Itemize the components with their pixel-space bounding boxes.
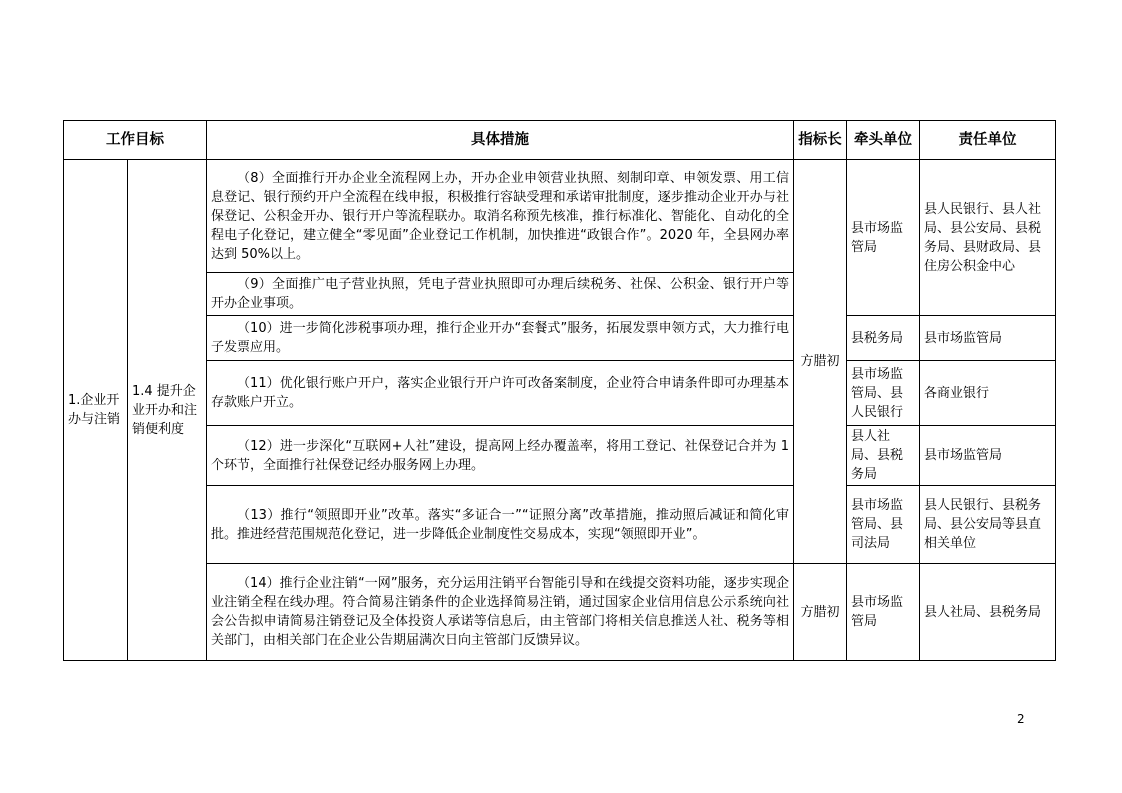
- resp-unit-cell: 各商业银行: [920, 361, 1056, 426]
- lead-person-cell: 方腊初: [794, 160, 847, 564]
- measure-cell: （10）进一步简化涉税事项办理，推行企业开办“套餐式”服务，拓展发票申领方式，大力推行电子发票应用。: [207, 316, 794, 361]
- resp-unit-cell: 县人社局、县税务局: [920, 564, 1056, 661]
- measure-cell: （14）推行企业注销“一网”服务，充分运用注销平台智能引导和在线提交资料功能，逐步实现企业注销全程在线办理。符合简易注销条件的企业选择简易注销，通过国家企业信用信息公示系统向社会公告拟申请简易注销登记及全体投资人承诺等信息后，由主管部门将相关信息推送人社、税务等相关部门，由相关部门在企业公告期届满次日向主管部门反馈异议。: [207, 564, 794, 661]
- measure-cell: （9）全面推广电子营业执照，凭电子营业执照即可办理后续税务、社保、公积金、银行开户等开办企业事项。: [207, 273, 794, 316]
- header-row: [64, 121, 1056, 160]
- lead-person-cell: 方腊初: [794, 564, 847, 661]
- measure-cell: （11）优化银行账户开户，落实企业银行开户许可改备案制度，企业符合申请条件即可办理基本存款账户开立。: [207, 361, 794, 426]
- measure-cell: （12）进一步深化“互联网+人社”建设，提高网上经办覆盖率，将用工登记、社保登记合并为 1 个环节，全面推行社保登记经办服务网上办理。: [207, 426, 794, 486]
- header-goal: 工作目标: [64, 121, 207, 160]
- table-row: [64, 316, 1056, 361]
- header-lead-person: 指标长: [794, 121, 847, 160]
- goal-cell: 1.企业开办与注销: [64, 160, 128, 661]
- header-resp-unit: 责任单位: [920, 121, 1056, 160]
- table-row: [64, 160, 1056, 273]
- lead-unit-cell: 县市场监管局、县司法局: [847, 486, 920, 564]
- table-row: [64, 426, 1056, 486]
- lead-unit-cell: 县税务局: [847, 316, 920, 361]
- resp-unit-cell: 县人民银行、县税务局、县公安局等县直相关单位: [920, 486, 1056, 564]
- resp-unit-cell: 县市场监管局: [920, 316, 1056, 361]
- resp-unit-cell: 县人民银行、县人社局、县公安局、县税务局、县财政局、县住房公积金中心: [920, 160, 1056, 316]
- resp-unit-cell: 县市场监管局: [920, 426, 1056, 486]
- page-number: 2: [1017, 712, 1025, 726]
- lead-unit-cell: 县市场监管局: [847, 160, 920, 316]
- lead-unit-cell: 县市场监管局: [847, 564, 920, 661]
- sub-goal-cell: 1.4 提升企业开办和注销便利度: [128, 160, 207, 661]
- table-row: [64, 486, 1056, 564]
- measure-cell: （13）推行“领照即开业”改革。落实“多证合一”“证照分离”改革措施，推动照后减证和简化审批。推进经营范围规范化登记，进一步降低企业制度性交易成本，实现“领照即开业”。: [207, 486, 794, 564]
- measure-cell: （8）全面推行开办企业全流程网上办，开办企业申领营业执照、刻制印章、申领发票、用工信息登记、银行预约开户全流程在线申报，积极推行容缺受理和承诺审批制度，逐步推动企业开办与社保登记、公积金开办、银行开户等流程联办。取消名称预先核准，推行标准化、智能化、自动化的全程电子化登记，建立健全“零见面”企业登记工作机制，加快推进“政银合作”。2020 年，全县网办率达到 50%以上。: [207, 160, 794, 273]
- measures-table: [63, 120, 1056, 661]
- header-lead-unit: 牵头单位: [847, 121, 920, 160]
- lead-unit-cell: 县市场监管局、县人民银行: [847, 361, 920, 426]
- lead-unit-cell: 县人社局、县税务局: [847, 426, 920, 486]
- table-row: [64, 564, 1056, 661]
- header-measure: 具体措施: [207, 121, 794, 160]
- table-row: [64, 361, 1056, 426]
